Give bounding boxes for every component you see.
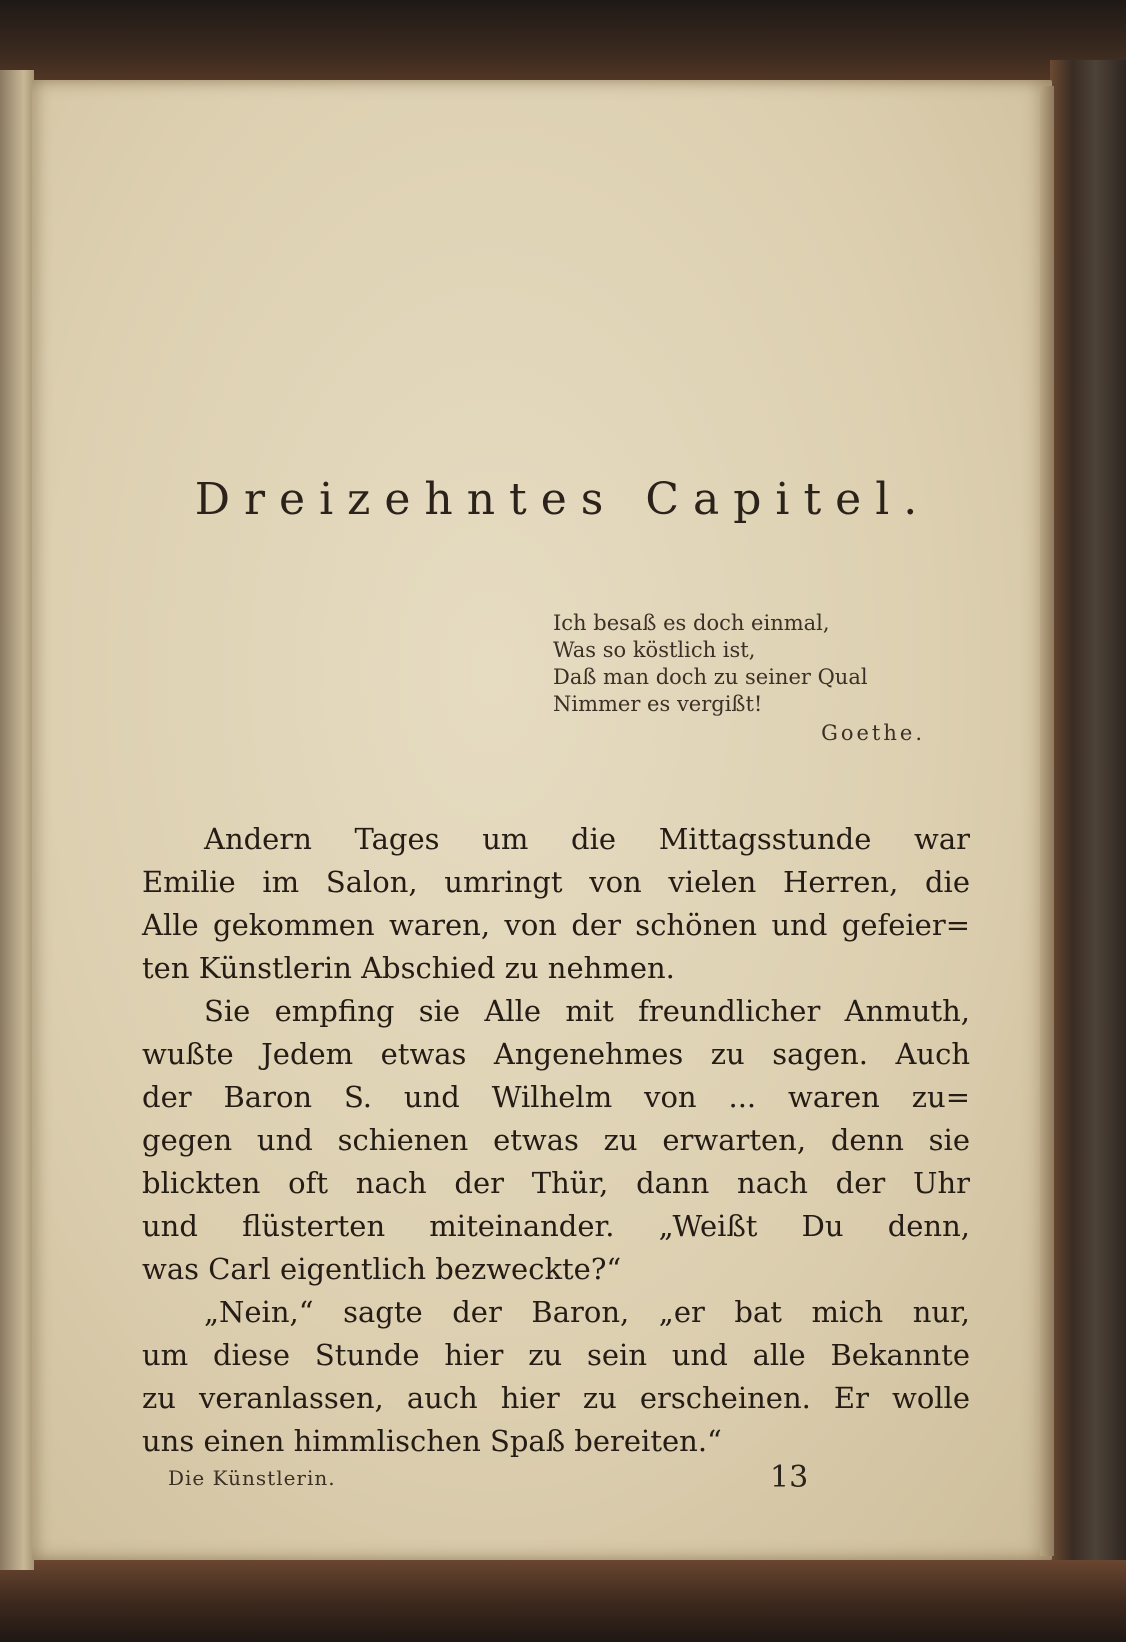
text-line: „Nein,“ sagte der Baron, „er bat mich nur, <box>204 1295 970 1329</box>
book-cover-bottom <box>0 1560 1126 1642</box>
text-line: Emilie im Salon, umringt von vielen Herren, die <box>142 865 970 899</box>
epigraph-author: Goethe. <box>821 721 925 745</box>
epigraph-line: Ich besaß es doch einmal, <box>553 611 830 635</box>
book-cover-top <box>0 0 1126 90</box>
text-line: Andern Tages um die Mittagsstunde war <box>204 822 970 856</box>
facing-page-edge <box>0 70 34 1570</box>
text-line: und flüsterten miteinander. „Weißt Du denn, <box>142 1209 970 1243</box>
epigraph-line: Nimmer es vergißt! <box>553 692 763 716</box>
body-text <box>142 818 970 1463</box>
text-line: uns einen himmlischen Spaß bereiten.“ <box>142 1424 722 1458</box>
epigraph-line: Was so köstlich ist, <box>553 638 756 662</box>
chapter-title: Dreizehntes Capitel. <box>194 474 932 525</box>
text-line: Sie empfing sie Alle mit freundlicher Anmuth, <box>204 994 970 1028</box>
text-line: um diese Stunde hier zu sein und alle Bekannte <box>142 1338 970 1372</box>
text-line: was Carl eigentlich bezweckte?“ <box>142 1252 622 1286</box>
text-line: blickten oft nach der Thür, dann nach der Uhr <box>142 1166 970 1200</box>
text-line: der Baron S. und Wilhelm von ... waren zu= <box>142 1080 970 1114</box>
epigraph <box>553 610 933 747</box>
epigraph-line: Daß man doch zu seiner Qual <box>553 665 868 689</box>
page-edge <box>1040 86 1054 1556</box>
footer-signature: Die Künstlerin. <box>168 1466 336 1490</box>
text-line: zu veranlassen, auch hier zu erscheinen. Er wolle <box>142 1381 970 1415</box>
book-cover-right <box>1050 60 1126 1642</box>
text-line: gegen und schienen etwas zu erwarten, denn sie <box>142 1123 970 1157</box>
text-line: Alle gekommen waren, von der schönen und gefeier= <box>142 908 970 942</box>
page-number: 13 <box>770 1460 809 1495</box>
text-line: ten Künstlerin Abschied zu nehmen. <box>142 951 675 985</box>
text-line: wußte Jedem etwas Angenehmes zu sagen. Auch <box>142 1037 970 1071</box>
